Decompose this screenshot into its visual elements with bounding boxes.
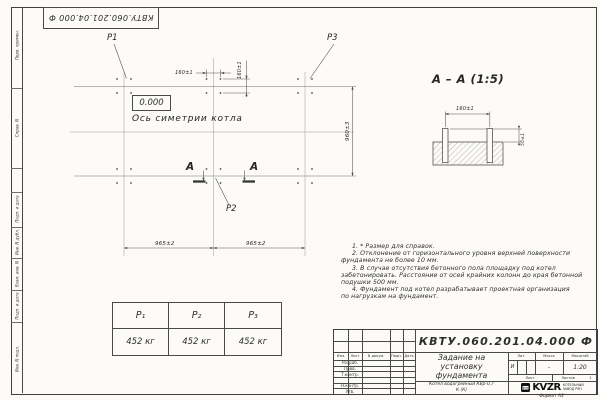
value-lit: И <box>510 364 515 370</box>
anchor-bolt-right <box>487 129 493 163</box>
sig-razrab: Разраб. <box>341 360 359 366</box>
title-block <box>333 329 598 395</box>
strip-field-inv-dubl: Инв. N дубл. <box>14 228 20 256</box>
strip-field-inv-podl: Инв. N подл. <box>14 345 20 373</box>
company-line2: ЗАВОД РЭП <box>562 386 582 391</box>
header-masshtab: Масштаб <box>571 354 589 358</box>
note-line: забетонировать. Расстояние от осей крайних колонн до края бетонной <box>341 271 583 279</box>
load-table-header-p2: P₂ <box>169 303 225 329</box>
load-table-header-p3: P₃ <box>225 303 281 329</box>
dim-160-vertical: 160±1 <box>237 61 243 79</box>
value-scale: 1:20 <box>573 363 587 371</box>
sig-utv: Утв. <box>345 388 355 394</box>
load-table-value-p3: 452 кг <box>238 337 268 347</box>
anchor-bolt-left <box>443 129 449 163</box>
section-letter-right: А <box>250 161 259 173</box>
elevation-mark: 0.000 <box>139 98 164 108</box>
note-line: 4. Фундамент под котел разрабатывает проектная организация <box>352 286 570 294</box>
note-line: фундамента не более 10 мм. <box>341 257 439 265</box>
header-izm: Изм. <box>336 354 346 358</box>
header-ndokum: N докум. <box>367 354 385 358</box>
strip-field-podp-data-2: Подп. и дата <box>14 292 20 320</box>
section-dim-50: 50±1 <box>521 132 526 146</box>
note-line: подушки 500 мм. <box>341 279 399 287</box>
value-listov: 1 <box>589 375 592 380</box>
dim-960-right: 960±3 <box>345 121 351 141</box>
load-table-value-p2: 452 кг <box>169 329 225 355</box>
note-line: 3. В случае отсутствия бетонного пола площадку под котел <box>352 264 556 272</box>
title-block-title: Задание на установку фундамента <box>435 353 488 380</box>
strip-field-podp-data-1: Подп. и дата <box>14 195 20 223</box>
header-data: Дата <box>404 354 414 358</box>
strip-field-sprav-n: Справ. N <box>14 118 20 138</box>
notes-block <box>341 243 582 301</box>
strip-field-vzam-inv: Взам. инв. N <box>14 261 20 287</box>
load-table-value-p1: 452 кг <box>113 329 169 355</box>
section-view-title: А – А (1:5) <box>432 72 505 86</box>
strip-field-perv-primen: Перв. примен. <box>14 29 20 61</box>
note-line: 2. Отклонение от горизонтального уровня верхней поверхности <box>352 250 571 258</box>
section-letter-left: А <box>186 161 195 173</box>
dim-965-left: 965±2 <box>155 240 175 247</box>
header-list: Лист <box>350 354 360 358</box>
title-block-product: Котел водогрейный КВр-0,7 К (К) <box>429 382 494 393</box>
label-listov: Листов <box>561 375 575 380</box>
kvzr-coil-icon <box>521 383 530 392</box>
title-block-doc-number: КВТУ.060.201.04.000 Ф <box>418 334 594 348</box>
note-line: по нагрузкам на фундамент. <box>341 293 439 301</box>
kvzr-logo-text: KVZR <box>532 382 561 393</box>
load-table-header-p1: P₁ <box>113 303 169 329</box>
elevation-mark-box <box>132 95 171 111</box>
symmetry-axis-label: Ось симетрии котла <box>132 114 243 124</box>
point-p1-label: P1 <box>107 33 118 43</box>
sig-nkontr: Н.контр. <box>340 383 360 389</box>
dim-160-horizontal: 160±1 <box>175 69 193 76</box>
company-line1: КОТЕЛЬНЫЙ <box>562 382 584 387</box>
value-massa: - <box>547 363 551 371</box>
label-list: Лист <box>525 375 535 380</box>
sig-tkontr: Т.контр. <box>341 371 359 377</box>
company-name <box>563 384 584 392</box>
dim-965-right: 965±2 <box>246 240 266 247</box>
format-label: Формат А3 <box>539 393 564 399</box>
header-lit: Лит. <box>517 354 526 358</box>
header-podp: Подп. <box>391 354 402 358</box>
header-massa: Масса <box>543 354 555 358</box>
load-table <box>112 302 282 356</box>
note-line: 1. * Размер для справок. <box>352 243 435 250</box>
section-dim-160: 160±1 <box>456 105 474 112</box>
point-p3-label: P3 <box>327 33 338 43</box>
sig-prov: Пров. <box>344 366 356 372</box>
logo-cell <box>508 381 597 394</box>
point-p2-label: P2 <box>226 204 237 214</box>
corner-stamp-doc-number: КВТУ.060.201.04.000 Ф <box>48 13 154 22</box>
